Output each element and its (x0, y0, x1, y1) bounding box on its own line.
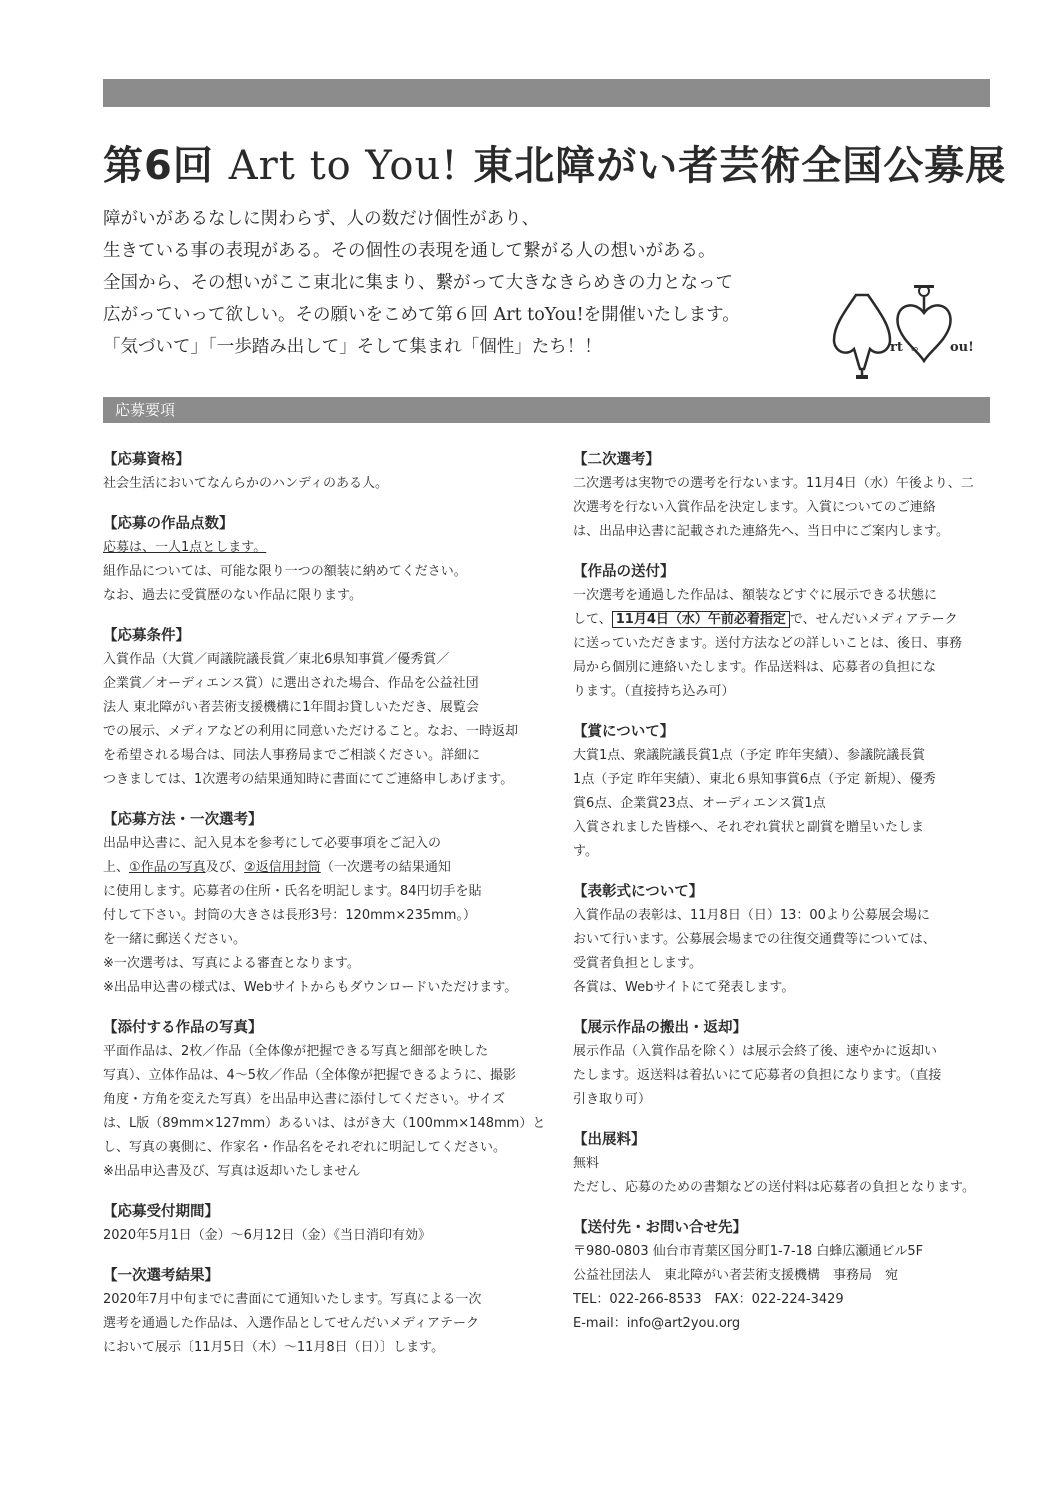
section-line: を一緒に郵送ください。 (103, 932, 247, 947)
section-line: 展示作品（入賞作品を除く）は展示会終了後、速やかに返却い (573, 1044, 938, 1059)
section-line: 賞6点、企業賞23点、オーディエンス賞1点 (573, 796, 826, 811)
intro-line-part: を開催いたします。 (583, 305, 740, 325)
text-part: で、せんだいメディアテーク (789, 612, 958, 627)
section-line: 組作品については、可能な限り一つの額装に納めてください。 (103, 564, 467, 579)
section-awards (573, 720, 991, 864)
intro-line: 生きている事の表現がある。その個性の表現を通して繋がる人の想いがある。 (103, 241, 716, 261)
section-line: ※出品申込書及び、写真は返却いたしません (103, 1164, 361, 1179)
section-heading: 【展示作品の搬出・返却】 (573, 1020, 747, 1036)
section-line: ※一次選考は、写真による審査となります。 (103, 956, 360, 971)
title-art-to-you: Art to You! (228, 143, 459, 189)
intro-line: 全国から、その想いがここ東北に集まり、繋がって大きなきらめきの力となって (103, 273, 733, 293)
section-line: つきましては、1次選考の結果通知時に書面にてご連絡申しあげます。 (103, 772, 514, 787)
text-part: 及び、 (205, 860, 245, 875)
section-first-results (103, 1264, 525, 1360)
logo-text-ou: ou! (950, 340, 974, 355)
section-line: 局から個別に連絡いたします。作品送料は、応募者の負担にな (573, 660, 936, 675)
section-line: での展示、メディアなどの利用に同意いただけること。なお、一時返却 (103, 724, 518, 739)
top-header-bar (103, 79, 990, 107)
section-heading: 【応募の作品点数】 (103, 516, 234, 532)
intro-text (103, 203, 823, 363)
section-heading: 【一次選考結果】 (103, 1268, 219, 1284)
section-line: 二次選考は実物での選考を行ないます。11月4日（水）午後より、二 (573, 476, 974, 491)
section-line: 入賞されました皆様へ、それぞれ賞状と副賞を贈呈いたしま (573, 820, 925, 835)
text-part: 上、 (103, 860, 130, 875)
section-line: 大賞1点、衆議院議長賞1点（予定 昨年実績）、参議院議長賞 (573, 748, 926, 763)
section-heading: 【出展料】 (573, 1132, 646, 1148)
section-line: 法人 東北障がい者芸術支援機構に1年間お貸しいただき、展覧会 (103, 700, 479, 715)
section-line: 社会生活においてなんらかのハンディのある人。 (103, 476, 388, 491)
section-line: 1点（予定 昨年実績）、東北６県知事賞6点（予定 新規）、優秀 (573, 772, 936, 787)
section-line: は、L版（89mm×127mm）あるいは、はがき大（100mm×148mm）と (103, 1116, 546, 1131)
section-heading: 【作品の送付】 (573, 564, 675, 580)
art-to-you-logo (832, 275, 992, 385)
section-line: において展示〔11月5日（木）〜11月8日（日）〕します。 (103, 1340, 445, 1355)
intro-line: 「気づいて」「一歩踏み出して」そして集まれ「個性」たち！！ (103, 337, 602, 357)
section-line: たします。返送料は着払いにて応募者の負担になります。（直接 (573, 1068, 942, 1083)
section-line: 付して下さい。封筒の大きさは長形3号：120mm×235mm。） (103, 908, 476, 923)
section-eligibility (103, 448, 525, 496)
section-fee (573, 1128, 991, 1200)
section-line: は、出品申込書に記載された連絡先へ、当日中にご案内します。 (573, 524, 949, 539)
intro-line-part: 広がっていって欲しい。その願いをこめて第６回 (103, 305, 494, 325)
text-part: して、 (573, 612, 612, 627)
section-line: 2020年5月1日（金）〜6月12日（金）《当日消印有効》 (103, 1228, 431, 1243)
section-ceremony (573, 880, 991, 1000)
title-prefix: 第6回 (103, 143, 229, 189)
section-line: 各賞は、Webサイトにて発表します。 (573, 980, 795, 995)
deadline-box: 11月4日（水）午前必着指定 (612, 611, 790, 628)
underlined-text: 応募は、一人1点とします。 (103, 540, 267, 555)
intro-line (103, 299, 823, 331)
logo-text-to: to (911, 345, 919, 353)
section-line: 出品申込書に、記入見本を参考にして必要事項をご記入の (103, 836, 442, 851)
heart-icon (897, 305, 950, 361)
intro-line: 障がいがあるなしに関わらず、人の数だけ個性があり、 (103, 209, 540, 229)
section-heading: 【応募資格】 (103, 452, 190, 468)
section-line: 企業賞／オーディエンス賞）に選出された場合、作品を公益社団 (103, 676, 479, 691)
left-column (103, 448, 546, 1376)
section-line (103, 856, 525, 880)
section-line: おいて行います。公募展会場までの往復交通費等については、 (573, 932, 936, 947)
section-line: 写真）、立体作品は、4〜5枚／作品（全体像が把握できるように、撮影 (103, 1068, 517, 1083)
section-line: TEL：022-266-8533 FAX：022-224-3429 (573, 1292, 844, 1307)
section-return (573, 1016, 991, 1112)
section-heading: 【添付する作品の写真】 (103, 1020, 263, 1036)
text-part: （一次選考の結果通知 (320, 860, 451, 875)
section-line: 公益社団法人 東北障がい者芸術支援機構 事務局 宛 (573, 1268, 899, 1283)
underlined-text: ①作品の写真 (129, 860, 206, 875)
section-line: ※出品申込書の様式は、Webサイトからもダウンロードいただけます。 (103, 980, 518, 995)
section-line: ります。（直接持ち込み可） (573, 684, 735, 699)
underlined-text: ②返信用封筒 (244, 860, 321, 875)
section-line: に使用します。応募者の住所・氏名を明記します。84円切手を貼 (103, 884, 482, 899)
intro-line-art-to-you: Art toYou! (493, 305, 584, 325)
section-line: 無料 (573, 1156, 600, 1171)
section-heading: 【応募受付期間】 (103, 1204, 219, 1220)
section-photos (103, 1016, 546, 1184)
section-line: ただし、応募のための書類などの送付料は応募者の負担となります。 (573, 1180, 975, 1195)
section-line: を希望される場合は、同法人事務局までご相談ください。詳細に (103, 748, 481, 763)
logo-text-rt: rt (890, 340, 903, 355)
section-line: に送っていただきます。送付方法などの詳しいことは、後日、事務 (573, 636, 962, 651)
section-heading: 【表彰式について】 (573, 884, 704, 900)
section-header-bar: 応募要項 (103, 397, 990, 423)
section-heading: 【賞について】 (573, 724, 675, 740)
section-second-selection (573, 448, 991, 544)
section-line: 2020年7月中旬までに書面にて通知いたします。写真による一次 (103, 1292, 482, 1307)
section-line: 引き取り可） (573, 1092, 652, 1107)
page-title (103, 134, 1007, 191)
section-conditions (103, 624, 525, 792)
section-line: 平面作品は、2枚／作品（全体像が把握できる写真と細部を映した (103, 1044, 489, 1059)
section-heading: 【応募方法・一次選考】 (103, 812, 263, 828)
section-line: 角度・方角を変えた写真）を出品申込書に添付してください。サイズ (103, 1092, 505, 1107)
section-line (573, 608, 991, 632)
spade-icon (834, 295, 890, 369)
section-line: 一次選考を通過した作品は、額装などすぐに展示できる状態に (573, 588, 938, 603)
section-line: なお、過去に受賞歴のない作品に限ります。 (103, 588, 362, 603)
section-period (103, 1200, 525, 1248)
section-line: 入賞作品（大賞／両議院議長賞／東北6県知事賞／優秀賞／ (103, 652, 450, 667)
section-line: 〒980-0803 仙台市青葉区国分町1-7-18 白蜂広瀬通ビル5F (573, 1244, 924, 1259)
section-entry-count (103, 512, 525, 608)
section-line: E-mail：info@art2you.org (573, 1316, 741, 1331)
section-line: 入賞作品の表彰は、11月8日（日）13：00より公募展会場に (573, 908, 930, 923)
section-heading: 【二次選考】 (573, 452, 660, 468)
section-line: 次選考を行ない入賞作品を決定します。入賞についてのご連絡 (573, 500, 936, 515)
section-method (103, 808, 525, 1000)
section-shipping (573, 560, 991, 704)
section-line: 選考を通過した作品は、入選作品としてせんだいメディアテーク (103, 1316, 479, 1331)
section-line (103, 536, 525, 560)
section-heading: 【送付先・お問い合せ先】 (573, 1220, 747, 1236)
right-column (573, 448, 991, 1352)
section-line: し、写真の裏側に、作家名・作品名をそれぞれに明記してください。 (103, 1140, 507, 1155)
section-heading: 【応募条件】 (103, 628, 190, 644)
section-contact (573, 1216, 991, 1336)
section-line: す。 (573, 844, 598, 859)
title-suffix: 東北障がい者芸術全国公募展 (458, 143, 1007, 189)
section-line: 受賞者負担とします。 (573, 956, 702, 971)
